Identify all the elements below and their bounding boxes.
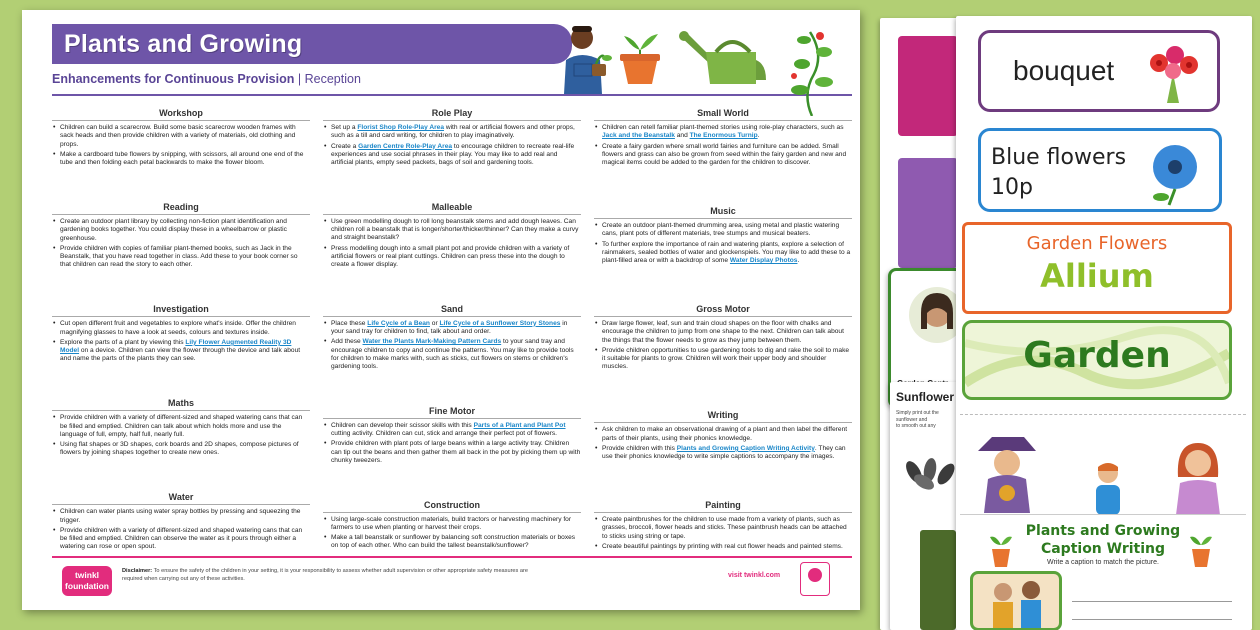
page-subtitle bbox=[52, 72, 361, 86]
activity-item bbox=[323, 245, 581, 270]
activity-list bbox=[52, 508, 310, 551]
activity-item bbox=[52, 441, 310, 458]
subtitle-stage: Reception bbox=[304, 72, 361, 86]
disclaimer bbox=[122, 568, 542, 583]
activity-text: Provide children with copies of familiar plant-themed books, such as Jack in the Beanstalk, that you have read together in class. Add these to your book corner so that children can read the story to each other. bbox=[60, 244, 298, 269]
activity-item bbox=[594, 516, 852, 541]
boy-character-icon bbox=[1090, 459, 1126, 515]
activity-text: Set up a bbox=[331, 124, 358, 131]
activity-text: and bbox=[674, 132, 690, 140]
woman-character-icon bbox=[1168, 437, 1228, 515]
activity-section bbox=[323, 304, 581, 372]
section-title: Role Play bbox=[323, 108, 581, 121]
activity-column-1 bbox=[52, 108, 310, 554]
activity-text: Press modelling dough into a small plant pot and provide children with a variety of artificial flowers or real plant cuttings. Children can press these into the dough to create a flower display. bbox=[331, 244, 570, 269]
activity-list bbox=[594, 516, 852, 551]
activity-text: Provide children with plant pots of large beans within a large activity tray. Children can tip out the beans and then gather them all back in the pot by picking them up with chunky tweezers. bbox=[331, 440, 581, 464]
activity-text: Draw large flower, leaf, sun and train cloud shapes on the floor with chalks and encourage the children to jump from one shape to the next. Children can talk about the things that the flower needs to grow as they jump between them. bbox=[602, 319, 844, 344]
child-holding-seedling-icon bbox=[556, 22, 616, 94]
character-cutouts bbox=[960, 414, 1246, 514]
activity-item bbox=[594, 320, 852, 345]
activity-section bbox=[323, 108, 581, 167]
activity-item bbox=[594, 241, 852, 266]
activity-text: Explore the parts of a plant by viewing this bbox=[60, 338, 186, 346]
activity-item bbox=[52, 339, 310, 364]
activity-item bbox=[594, 124, 852, 141]
activity-list bbox=[52, 414, 310, 457]
activity-item bbox=[52, 218, 310, 243]
section-title: Reading bbox=[52, 202, 310, 215]
activity-list bbox=[594, 320, 852, 372]
activity-text: Ask children to make an observational drawing of a plant and then label the different parts of their plants, using their phonics knowledge. bbox=[602, 426, 848, 442]
blue-flower-icon bbox=[1141, 137, 1213, 207]
children-gardening-picture-icon bbox=[973, 574, 1059, 628]
section-title: Investigation bbox=[52, 304, 310, 317]
activity-text: Make a tall beanstalk or sunflower by balancing soft construction materials or boxes on top of each other. Who can build the tallest beanstalk/sunflower? bbox=[331, 534, 576, 550]
activity-list bbox=[323, 422, 581, 465]
activity-section bbox=[594, 500, 852, 551]
activity-list bbox=[594, 124, 852, 167]
activity-item bbox=[52, 151, 310, 168]
front-card-stack bbox=[956, 16, 1252, 630]
card-heading-garden-flowers: Garden Flowers bbox=[1026, 233, 1168, 254]
price-card-label: Blue flowers bbox=[991, 145, 1127, 170]
activity-text: Children can build a scarecrow. Build some basic scarecrow wooden frames with sack heads and then provide children with a variety of materials, old clothing and props. bbox=[60, 124, 296, 148]
activity-column-3 bbox=[594, 108, 852, 553]
section-title: Music bbox=[594, 206, 852, 219]
activity-text: with real or artificial flowers and other props, such as a till and card writing, for children to play imaginatively. bbox=[331, 124, 575, 140]
activity-text: to encourage children to recreate real-life experiences and use social phrases in their play. You may like to add real and artificial plants, empty seed packets, bags of soil and gardening tools. bbox=[331, 142, 575, 167]
section-title: Workshop bbox=[52, 108, 310, 121]
word-card-garden bbox=[962, 320, 1232, 400]
activity-section bbox=[594, 108, 852, 167]
twinkl-foundation-logo bbox=[62, 566, 112, 596]
sunflower-seeds-icon bbox=[900, 450, 960, 494]
sheet-label-sunflower: Sunflower bbox=[896, 390, 955, 404]
price-card-price: 10p bbox=[991, 175, 1033, 200]
caption-sheet-instruction: Write a caption to match the picture. bbox=[1047, 559, 1159, 566]
activity-section bbox=[52, 108, 310, 167]
garden-flowers-card bbox=[962, 222, 1232, 314]
activity-text: Cut open different fruit and vegetables to explore what's inside. Offer the children magnifying glasses to have a look at seeds, colours and textures inside. bbox=[60, 320, 296, 336]
activity-text: Create beautiful paintings by printing with real cut flower heads and painted stems. bbox=[602, 542, 843, 550]
flower-photo-pink bbox=[898, 36, 958, 136]
activity-text: To further explore the importance of rain and watering plants, explore a selection of rainmakers, sealed bottles of water and glockenspiels. You may like to add these to a plant-filled area or with a backdrop of some bbox=[602, 240, 851, 265]
activity-text: . bbox=[797, 257, 800, 265]
activity-text: Provide children with a variety of different-sized and shaped watering cans that can be filled and emptied. Children can observe the water as it pours through either a watering can rose or open spout. bbox=[60, 526, 303, 551]
activity-list bbox=[323, 124, 581, 167]
activity-text: Create a bbox=[331, 142, 359, 150]
header-divider bbox=[52, 94, 852, 96]
activity-item bbox=[52, 414, 310, 439]
activity-item bbox=[323, 143, 581, 168]
activity-text: Create paintbrushes for the children to use made from a variety of plants, such as grasses, broccoli, flower heads and sticks. These paintbrush heads can be attached to sticks using string or tape. bbox=[602, 515, 847, 540]
activity-item bbox=[323, 516, 581, 533]
website-link[interactable]: visit twinkl.com bbox=[728, 572, 781, 579]
footer-divider bbox=[52, 556, 852, 558]
climbing-beanstalk-plant-icon bbox=[782, 24, 842, 116]
activity-section bbox=[52, 398, 310, 457]
activity-text: Create an outdoor plant-themed drumming area, using metal and plastic watering cans, plant pots of different materials, tree stumps and musical beaters. bbox=[602, 221, 840, 238]
activity-text: to your sand tray and encourage children to copy and continue the patterns. You may like to provide tools for children to make marks with, such as sticks, cut flowers on stems or children's gardening tools. bbox=[331, 338, 574, 371]
activity-item bbox=[52, 245, 310, 270]
activity-list bbox=[323, 218, 581, 270]
activity-text: cutting activity. Children can cut, stick and arrange their perfect pot of flowers. bbox=[331, 430, 558, 438]
activity-item bbox=[323, 320, 581, 337]
subtitle-main: Enhancements for Continuous Provision bbox=[52, 72, 295, 86]
activity-section bbox=[52, 304, 310, 363]
page-title: Plants and Growing bbox=[64, 30, 303, 58]
section-title: Small World bbox=[594, 108, 852, 121]
caption-sheet-title-1: Plants and Growing bbox=[1025, 523, 1181, 539]
activity-item bbox=[594, 222, 852, 239]
activity-text: . bbox=[757, 132, 760, 140]
activity-text: Children can retell familiar plant-themed stories using role-play characters, such as bbox=[602, 124, 844, 131]
caption-line-2[interactable] bbox=[1072, 619, 1232, 620]
section-title: Water bbox=[52, 492, 310, 505]
resource-link[interactable]: Plants and Growing Caption Writing Activity bbox=[676, 444, 815, 452]
logo-line-2: foundation bbox=[65, 581, 109, 591]
activity-section bbox=[594, 410, 852, 461]
caption-writing-sheet bbox=[960, 514, 1246, 630]
subtitle-separator: | bbox=[297, 72, 302, 86]
section-title: Gross Motor bbox=[594, 304, 852, 317]
activity-text: Provide children with this bbox=[602, 444, 677, 452]
activity-section bbox=[52, 492, 310, 551]
resource-link[interactable]: Florist Shop Role-Play Area bbox=[357, 124, 444, 131]
resource-link[interactable]: Jack and the Beanstalk bbox=[602, 132, 675, 140]
activity-item bbox=[52, 124, 310, 149]
activity-section bbox=[52, 202, 310, 270]
activity-item bbox=[323, 218, 581, 243]
activity-text: Add these bbox=[331, 338, 363, 346]
activity-item bbox=[52, 508, 310, 525]
activity-list bbox=[52, 218, 310, 270]
caption-picture-frame bbox=[970, 571, 1062, 630]
resource-link[interactable]: The Enormous Turnip bbox=[689, 132, 758, 140]
activity-text: Children can develop their scissor skills with this bbox=[331, 421, 474, 429]
activity-item bbox=[323, 338, 581, 371]
quality-badge-icon bbox=[800, 562, 830, 596]
section-title: Writing bbox=[594, 410, 852, 423]
resource-link[interactable]: Water the Plants Mark-Making Pattern Cards bbox=[362, 338, 502, 346]
activity-text: Using flat shapes or 3D shapes, cork boards and 2D shapes, compose pictures of flowers by joining shapes together to create new ones. bbox=[60, 441, 299, 457]
caption-line-1[interactable] bbox=[1072, 601, 1232, 602]
price-card-blue-flowers bbox=[978, 128, 1222, 212]
activity-text: Use green modelling dough to roll long beanstalk stems and add dough leaves. Can children roll a beanstalk that is longer/shorter/thicker/thinner? Can they make a curvy and straight beanstalk? bbox=[331, 217, 579, 242]
sunflower-photo bbox=[920, 530, 956, 630]
activity-item bbox=[323, 534, 581, 551]
activity-item bbox=[594, 543, 852, 551]
resource-link[interactable]: Water Display Photos bbox=[729, 257, 798, 265]
activity-text: Provide children with a variety of different-sized and shaped watering cans that can be filled and emptied. Children can talk about which holds more and use the language of full, empty, half full, nearly full. bbox=[60, 414, 303, 438]
activity-text: Using large-scale construction materials, build tractors or harvesting machinery for farmers to use when planting or harvest their crops. bbox=[331, 515, 572, 531]
scarecrow-character-icon bbox=[972, 433, 1042, 513]
potted-seedling-icon bbox=[614, 24, 666, 86]
activity-item bbox=[594, 143, 852, 168]
activity-section bbox=[594, 206, 852, 265]
activity-text: Create a fairy garden where small world fairies and furniture can be added. Small flowers and grass can also be grown from seed within the fairy garden and new and magical items could be added to the garden for the children to discover. bbox=[602, 142, 847, 167]
section-title: Painting bbox=[594, 500, 852, 513]
activity-text: in your sand tray for children to find, talk about and order. bbox=[331, 319, 568, 336]
activity-item bbox=[52, 527, 310, 552]
activity-list bbox=[594, 222, 852, 265]
activity-text: Place these bbox=[331, 319, 368, 327]
disclaimer-label: Disclaimer: bbox=[122, 568, 153, 574]
activity-list bbox=[323, 320, 581, 372]
word-card-bouquet bbox=[978, 30, 1220, 112]
resource-link[interactable]: Life Cycle of a Bean bbox=[367, 319, 430, 327]
word-bouquet: bouquet bbox=[1013, 55, 1115, 86]
logo-line-1: twinkl bbox=[74, 570, 100, 580]
activity-sheet bbox=[22, 10, 860, 610]
activity-list bbox=[52, 124, 310, 167]
activity-section bbox=[323, 406, 581, 465]
section-title: Sand bbox=[323, 304, 581, 317]
activity-section bbox=[594, 304, 852, 372]
disclaimer-text: To ensure the safety of the children in your setting, it is your responsibility to assess whether adult supervision or other appropriate safety measures are required when carrying out any of these activities. bbox=[122, 568, 528, 582]
activity-list bbox=[594, 426, 852, 461]
resource-link[interactable]: Parts of a Plant and Plant Pot bbox=[473, 421, 566, 429]
activity-text: Create an outdoor plant library by collecting non-fiction plant identification and gardening books together. You could display these in a wheelbarrow or plastic greenhouse. bbox=[60, 217, 287, 242]
activity-section bbox=[323, 500, 581, 551]
activity-list bbox=[323, 516, 581, 551]
activity-item bbox=[323, 124, 581, 141]
activity-item bbox=[594, 445, 852, 462]
section-title: Maths bbox=[52, 398, 310, 411]
section-title: Fine Motor bbox=[323, 406, 581, 419]
flower-photo-purple bbox=[898, 158, 958, 268]
sheet-tiny-text: Simply print out the sunflower and to smooth out any bbox=[896, 410, 939, 429]
section-title: Construction bbox=[323, 500, 581, 513]
resource-link[interactable]: Garden Centre Role-Play Area bbox=[358, 142, 453, 150]
activity-text: Children can water plants using water spray bottles by pressing and squeezing the trigger. bbox=[60, 508, 301, 524]
bouquet-icon bbox=[1137, 39, 1209, 109]
activity-item bbox=[323, 440, 581, 465]
activity-item bbox=[52, 320, 310, 337]
watering-can-icon bbox=[676, 28, 772, 88]
resource-link[interactable]: Life Cycle of a Sunflower Story Stones bbox=[439, 319, 561, 327]
section-title: Malleable bbox=[323, 202, 581, 215]
resource-link[interactable]: Lily Flower Augmented Reality 3D Model bbox=[60, 338, 292, 355]
activity-column-2 bbox=[323, 108, 581, 553]
activity-list bbox=[52, 320, 310, 363]
activity-text: . They can use their phonics knowledge to write simple captions to accompany the images. bbox=[602, 444, 846, 461]
card-word-garden: Garden bbox=[1023, 335, 1171, 376]
card-word-allium: Allium bbox=[1040, 257, 1154, 295]
activity-section bbox=[323, 202, 581, 270]
activity-text: on a device. Children can view the flower through the device and talk about and name the parts of the plants they can see. bbox=[60, 347, 301, 363]
caption-sheet-title-2: Caption Writing bbox=[1040, 541, 1166, 557]
activity-item bbox=[323, 422, 581, 439]
activity-text: or bbox=[429, 319, 440, 327]
activity-text: Provide children opportunities to use gardening tools to dig and rake the soil to make it suitable for plants to grow. Children will work their upper body and shoulder muscles. bbox=[602, 346, 850, 371]
activity-item bbox=[594, 426, 852, 443]
activity-text: Make a cardboard tube flowers by snipping, with scissors, all around one end of the tube and then folding each petal backwards to make the flower bloom. bbox=[60, 150, 304, 167]
activity-item bbox=[594, 347, 852, 372]
